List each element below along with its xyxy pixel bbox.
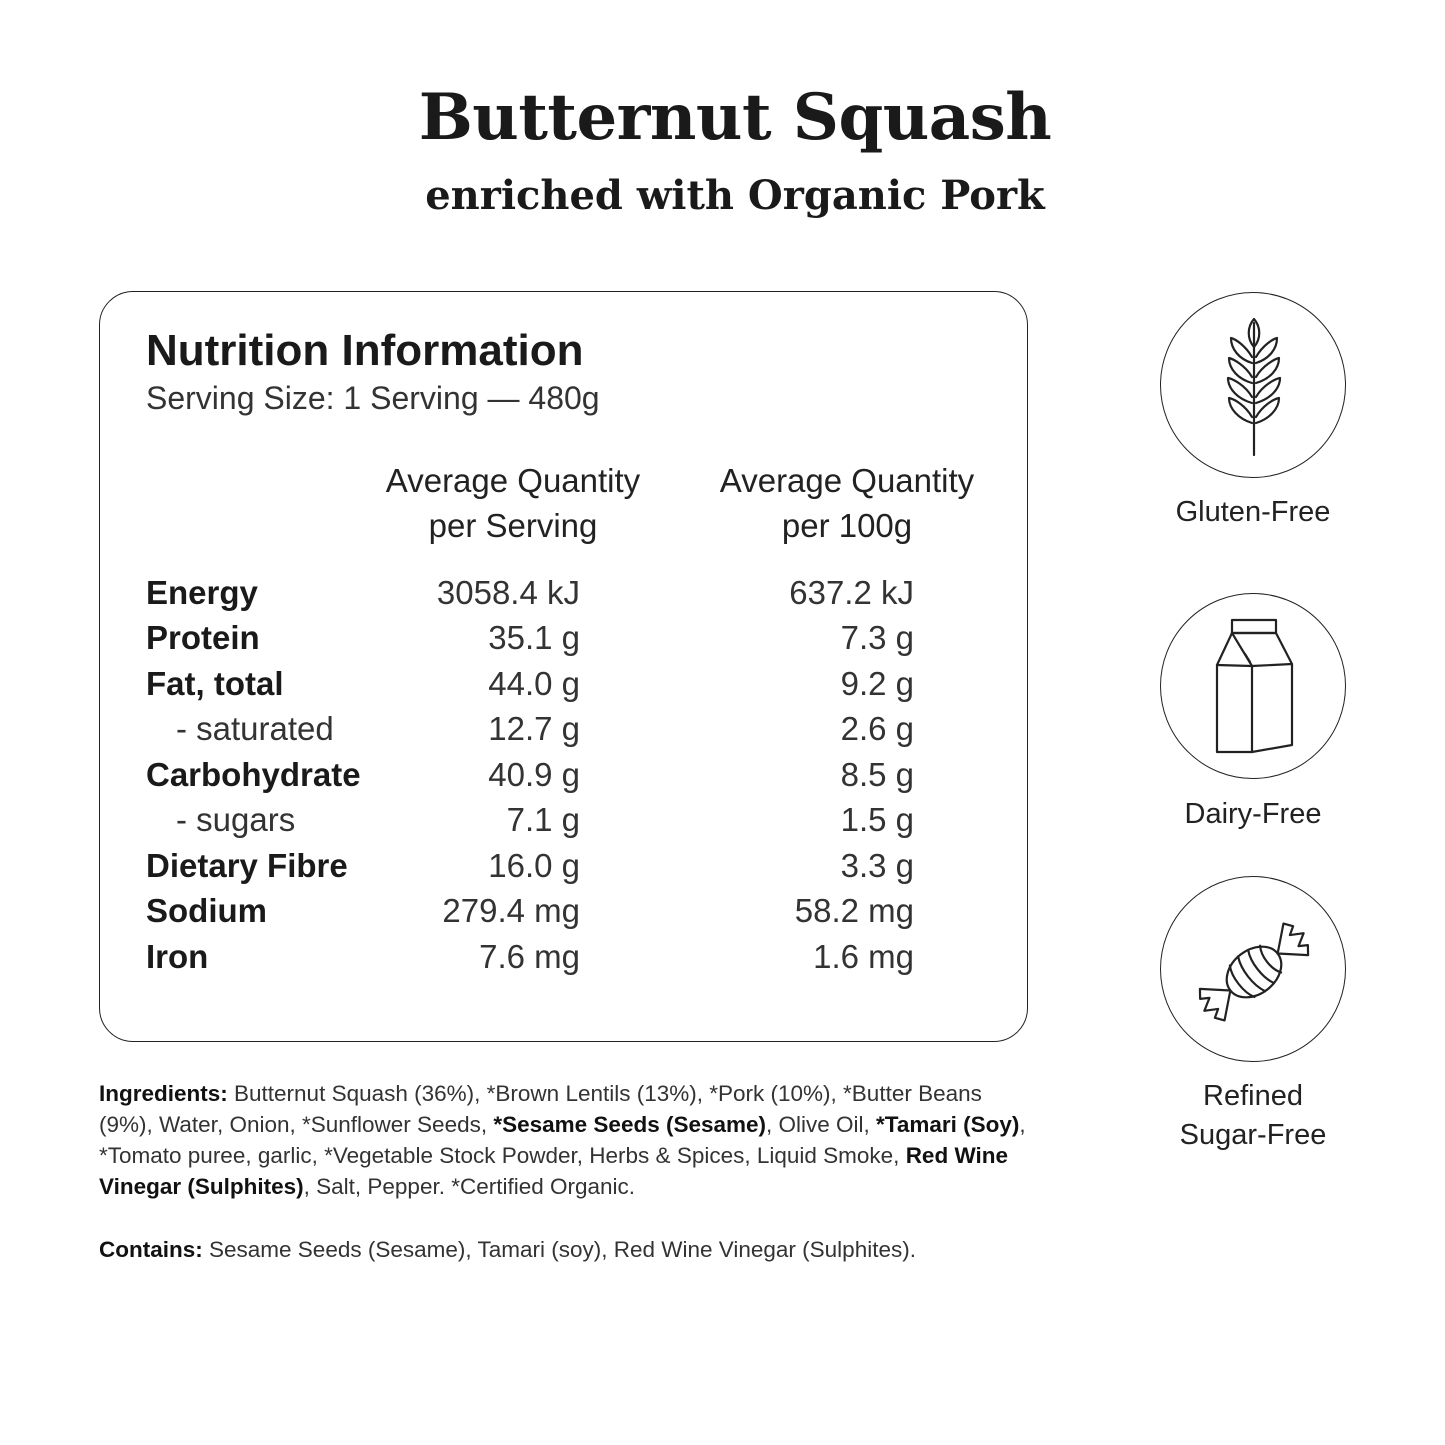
- allergen-sesame: *Sesame Seeds (Sesame): [493, 1112, 767, 1137]
- nutrient-row-sodium: Sodium 279.4 mg 58.2 mg: [146, 892, 914, 929]
- nutrient-row-protein: Protein 35.1 g 7.3 g: [146, 619, 914, 656]
- column-header-per-serving: Average Quantity per Serving: [385, 462, 641, 544]
- product-title: Butternut Squash: [418, 80, 1052, 155]
- dairy-free-badge: [1160, 593, 1346, 779]
- allergen-soy: *Tamari (Soy): [876, 1112, 1020, 1137]
- contains-text: Contains: Sesame Seeds (Sesame), Tamari (soy), Red Wine Vinegar (Sulphites).: [99, 1237, 916, 1262]
- product-subtitle: enriched with Organic Pork: [425, 172, 1045, 219]
- gluten-free-label: Gluten-Free: [1175, 496, 1331, 528]
- allergen-sulphites: Red Wine Vinegar (Sulphites): [99, 1143, 1008, 1199]
- nutrient-row-sugars: - sugars 7.1 g 1.5 g: [176, 801, 914, 838]
- refined-sugar-free-label: Refined Sugar-Free: [1179, 1080, 1327, 1151]
- serving-size: Serving Size: 1 Serving — 480g: [146, 380, 600, 416]
- refined-sugar-free-badge: [1160, 876, 1346, 1062]
- nutrient-row-iron: Iron 7.6 mg 1.6 mg: [146, 938, 914, 975]
- nutrient-row-dietary-fibre: Dietary Fibre 16.0 g 3.3 g: [146, 847, 914, 884]
- dairy-free-label: Dairy-Free: [1184, 798, 1322, 830]
- wheat-icon: [1161, 293, 1347, 479]
- contains-label: Contains:: [99, 1237, 203, 1262]
- nutrient-row-carbohydrate: Carbohydrate 40.9 g 8.5 g: [146, 756, 914, 793]
- nutrient-row-fat-total: Fat, total 44.0 g 9.2 g: [146, 665, 914, 702]
- ingredients-text: Ingredients: Butternut Squash (36%), *Brown Lentils (13%), *Pork (10%), *Butter Beans (9%), Water, Onion, *Sunflower Seeds, *Sesame Seeds (Sesame), Olive Oil, *Tamari (Soy), *Tomato puree, garlic, *Vegetable Stock Powder, Herbs & Spices, Liquid Smoke, Red Wine Vinegar (Sulphites), Salt, Pepper. *Certified Organic.: [99, 1081, 1026, 1199]
- nutrient-row-saturated: - saturated 12.7 g 2.6 g: [176, 710, 914, 747]
- ingredients-label: Ingredients:: [99, 1081, 228, 1106]
- milk-carton-icon: [1161, 594, 1347, 780]
- nutrient-row-energy: Energy 3058.4 kJ 637.2 kJ: [146, 574, 914, 611]
- column-header-per-100g: Average Quantity per 100g: [719, 462, 975, 544]
- nutrition-heading: Nutrition Information: [146, 326, 584, 375]
- candy-icon: [1161, 877, 1347, 1063]
- gluten-free-badge: [1160, 292, 1346, 478]
